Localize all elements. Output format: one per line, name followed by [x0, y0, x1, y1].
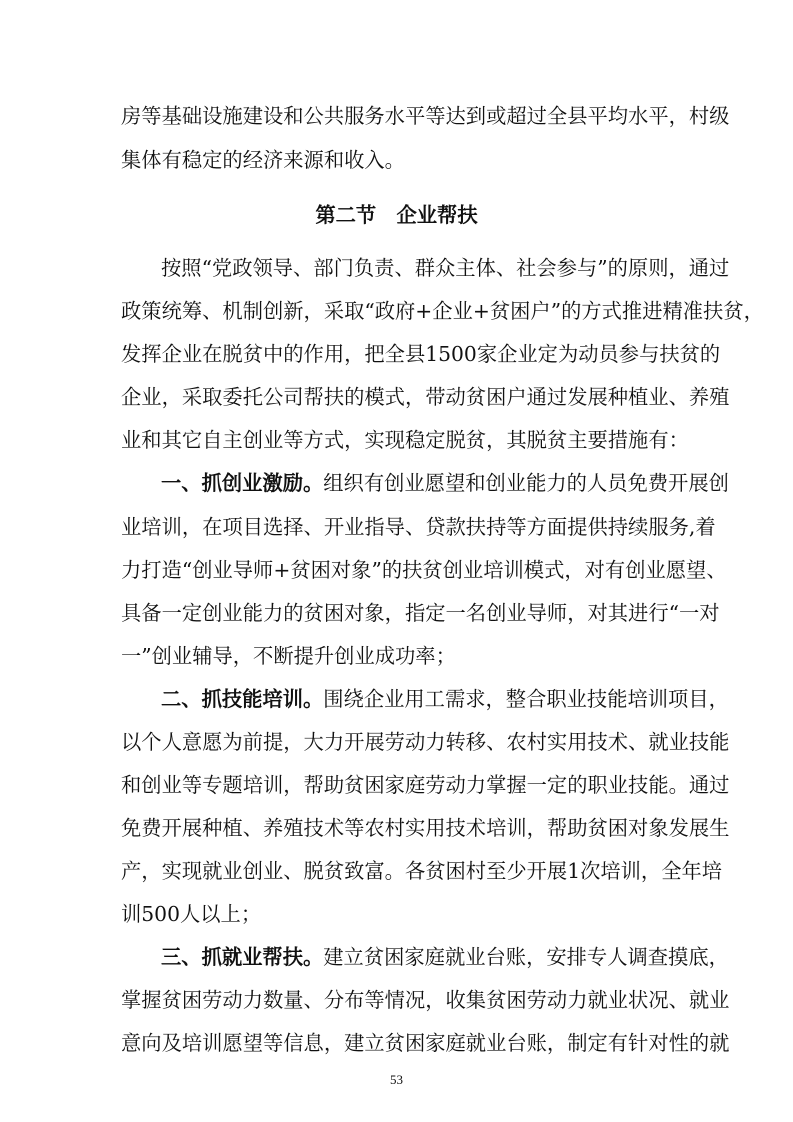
measure1-line-1 — [161, 471, 729, 495]
para1-line-2: 政策统筹、机制创新，采取“政府+企业+贫困户”的方式推进精准扶贫， — [121, 299, 764, 323]
section-heading: 第二节 企业帮扶 — [315, 203, 478, 227]
measure2-lead: 二、抓技能培训。 — [161, 687, 324, 711]
measure2-line-5: 产，实现就业创业、脱贫致富。各贫困村至少开展1次培训，全年培 — [121, 859, 723, 883]
measure3-line-2: 掌握贫困劳动力数量、分布等情况，收集贫困劳动力就业状况、就业 — [121, 988, 730, 1012]
measure2-line-1 — [161, 687, 729, 711]
para1-line-4: 企业，采取委托公司帮扶的模式，带动贫困户通过发展种植业、养殖 — [121, 385, 730, 409]
measure3-lead: 三、抓就业帮扶。 — [161, 945, 324, 969]
para1-line-3: 发挥企业在脱贫中的作用，把全县1500家企业定为动员参与扶贫的 — [121, 342, 721, 366]
para1-line-5: 业和其它自主创业等方式，实现稳定脱贫，其脱贫主要措施有： — [121, 428, 689, 452]
measure1-first-rest: 组织有创业愿望和创业能力的人员免费开展创 — [323, 471, 729, 495]
measure3-first-rest: 建立贫困家庭就业台账，安排专人调查摸底， — [323, 945, 729, 969]
measure1-lead: 一、抓创业激励。 — [161, 471, 324, 495]
measure3-line-1 — [161, 945, 729, 969]
measure1-line-2: 业培训，在项目选择、开业指导、贷款扶持等方面提供持续服务,着 — [121, 515, 716, 539]
intro-line-2: 集体有稳定的经济来源和收入。 — [121, 148, 405, 172]
measure2-line-6: 训500人以上； — [121, 902, 262, 926]
measure2-line-4: 免费开展种植、养殖技术等农村实用技术培训，帮助贫困对象发展生 — [121, 816, 730, 840]
measure3-line-3: 意向及培训愿望等信息，建立贫困家庭就业台账，制定有针对性的就 — [121, 1031, 730, 1055]
measure2-line-2: 以个人意愿为前提，大力开展劳动力转移、农村实用技术、就业技能 — [121, 730, 730, 754]
intro-line-1: 房等基础设施建设和公共服务水平等达到或超过全县平均水平，村级 — [121, 104, 730, 128]
page-number: 53 — [390, 1072, 403, 1087]
measure1-line-4: 具备一定创业能力的贫困对象，指定一名创业导师，对其进行“一对 — [121, 601, 720, 625]
measure2-first-rest: 围绕企业用工需求，整合职业技能培训项目， — [323, 687, 729, 711]
para1-line-1: 按照“党政领导、部门负责、群众主体、社会参与”的原则，通过 — [161, 256, 730, 280]
measure1-line-5: 一”创业辅导，不断提升创业成功率； — [121, 644, 456, 668]
measure2-line-3: 和创业等专题培训，帮助贫困家庭劳动力掌握一定的职业技能。通过 — [121, 773, 730, 797]
measure1-line-3: 力打造“创业导师+贫困对象”的扶贫创业培训模式，对有创业愿望、 — [121, 558, 727, 582]
